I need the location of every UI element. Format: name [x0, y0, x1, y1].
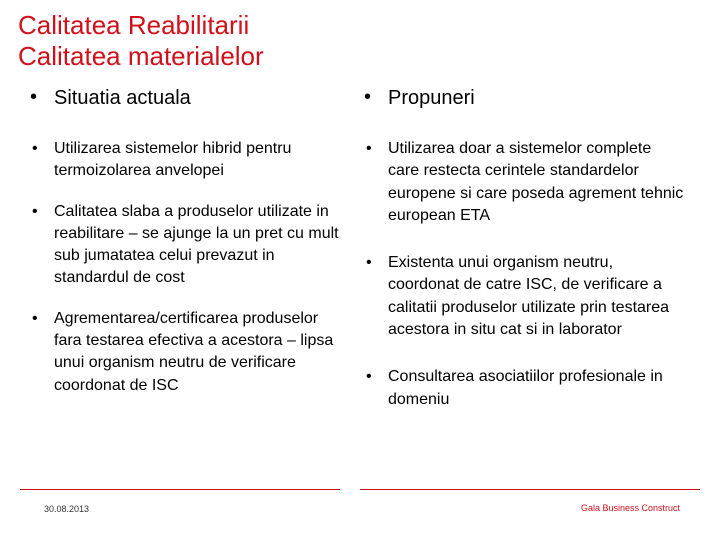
right-column [364, 86, 684, 436]
left-heading-text: Situatia actuala [54, 87, 191, 109]
list-item [364, 138, 684, 227]
right-bullet-list [364, 138, 684, 411]
bullet-icon: • [32, 140, 38, 157]
bullet-icon: • [366, 254, 372, 272]
list-item-text: Calitatea slaba a produselor utilizate in reabilitare – se ajunge la un pret cu mult sub jumatatea celui prevazut in standardul de cost [54, 202, 339, 287]
left-bullet-list [30, 138, 350, 397]
bullet-icon: • [366, 140, 372, 157]
list-item-text: Agrementarea/certificarea produselor fara testarea efectiva a acestora – lipsa unui organism neutru de verificare coordonat de ISC [54, 309, 334, 394]
slide-title [18, 10, 708, 72]
list-item-text: Utilizarea sistemelor hibrid pentru termoizolarea anvelopei [54, 140, 292, 180]
bullet-icon: • [32, 309, 38, 327]
list-item [364, 252, 684, 341]
list-item-text: Consultarea asociatiilor profesionale in domeniu [388, 368, 663, 408]
list-item [30, 201, 350, 290]
footer-date: 30.08.2013 [44, 504, 90, 514]
left-column [30, 86, 350, 415]
footer-company-name: Gala Business Construct [580, 503, 680, 513]
bullet-icon: • [30, 86, 38, 108]
footer-divider-right [360, 489, 700, 490]
bullet-icon: • [32, 202, 38, 220]
bullet-icon: • [366, 368, 372, 386]
right-heading-text: Propuneri [388, 87, 475, 109]
list-item-text: Existenta unui organism neutru, coordonat de catre ISC, de verificare a calitatii produselor utilizate prin testarea acestora in situ cat si in laborator [388, 254, 670, 339]
list-item [30, 308, 350, 397]
slide-title-line-1: Calitatea Reabilitarii [18, 10, 250, 40]
list-item [364, 366, 684, 411]
list-item [30, 138, 350, 183]
bullet-icon: • [364, 86, 372, 108]
list-item-text: Utilizarea doar a sistemelor complete care restecta cerintele standardelor europene si care poseda agrement tehnic european ETA [388, 140, 684, 224]
slide-title-line-2: Calitatea materialelor [18, 41, 264, 71]
footer-divider-left [20, 489, 340, 490]
right-column-heading [364, 86, 684, 110]
left-column-heading [30, 86, 350, 110]
